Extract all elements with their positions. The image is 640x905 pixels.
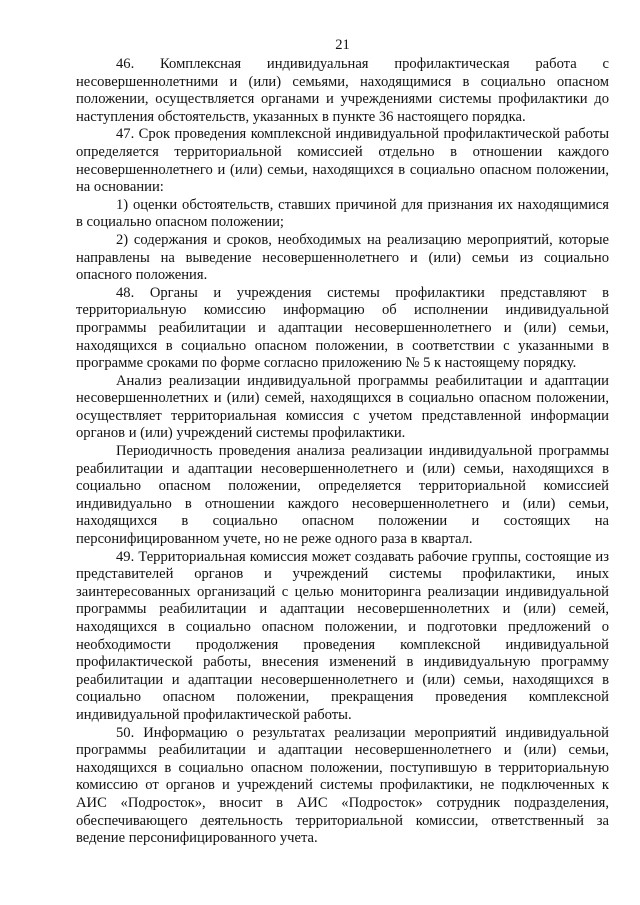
paragraph-48-analysis: Анализ реализации индивидуальной программы реабилитации и адаптации несовершеннолетних и (или) семей, находящихся в социально опасном положении, осуществляет территориальная комиссия с учетом представленной информации органов и (или) учреждений системы профилактики. <box>76 372 609 442</box>
paragraph-49: 49. Территориальная комиссия может создавать рабочие группы, состоящие из представителей органов и учреждений системы профилактики, иных заинтересованных организаций с целью мониторинга реализации индивидуальной программы реабилитации и адаптации несовершеннолетних и (или) семей, находящихся в социально опасном положении, и подготовки предложений о необходимости продолжения проведения комплексной индивидуальной профилактической работы, внесения изменений в индивидуальную программу реабилитации и адаптации несовершеннолетнего и (или) семьи, находящихся в социально опасном положении, прекращения проведения комплексной индивидуальной профилактической работы. <box>76 548 609 723</box>
paragraph-50: 50. Информацию о результатах реализации мероприятий индивидуальной программы реабилитации и адаптации несовершеннолетнего и (или) семьи, находящихся в социально опасном положении, поступившую в территориальную комиссию от органов и учреждений системы профилактики, не подключенных к АИС «Подросток», вносит в АИС «Подросток» сотрудник подразделения, обеспечивающего деятельность территориальной комиссии, ответственный за ведение персонифицированного учета. <box>76 724 609 847</box>
paragraph-48: 48. Органы и учреждения системы профилактики представляют в территориальную комиссию информацию об исполнении индивидуальной программы реабилитации и адаптации несовершеннолетнего и (или) семьи, находящихся в социально опасном положении, в соответствии с указанными в программе сроками по форме согласно приложению № 5 к настоящему порядку. <box>76 284 609 372</box>
paragraph-47-item-1: 1) оценки обстоятельств, ставших причиной для признания их находящимися в социально опасном положении; <box>76 196 609 231</box>
paragraph-47-item-2: 2) содержания и сроков, необходимых на реализацию мероприятий, которые направлены на выведение несовершеннолетнего и (или) семьи из социально опасного положения. <box>76 231 609 284</box>
paragraph-46: 46. Комплексная индивидуальная профилактическая работа с несовершеннолетними и (или) семьями, находящимися в социально опасном положении, осуществляется органами и учреждениями системы профилактики до наступления обстоятельств, указанных в пункте 36 настоящего порядка. <box>76 56 609 125</box>
page-number: 21 <box>335 37 350 53</box>
paragraph-48-periodicity: Периодичность проведения анализа реализации индивидуальной программы реабилитации и адаптации несовершеннолетнего и (или) семьи, находящихся в социально опасном положении, определяется территориальной комиссией индивидуально в отношении каждого несовершеннолетнего и (или) семьи, находящихся в социально опасном положении и состоящих на персонифицированном учете, но не реже одного раза в квартал. <box>76 443 609 548</box>
document-page <box>76 36 609 848</box>
paragraph-47: 47. Срок проведения комплексной индивидуальной профилактической работы определяется территориальной комиссией отдельно в отношении каждого несовершеннолетнего и (или) семьи, находящихся в социально опасном положении, на основании: <box>76 126 609 196</box>
